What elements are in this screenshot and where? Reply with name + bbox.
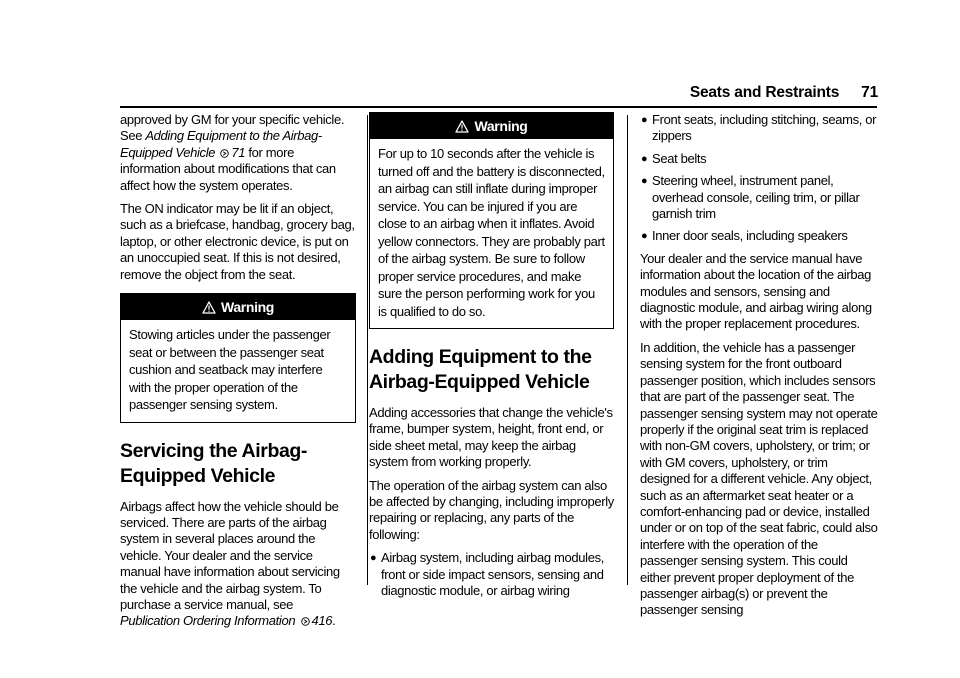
paragraph: The operation of the airbag system can also be affected by changing, including improperly repairing or replacing, any parts of the following: [369,477,614,542]
column-divider-left [367,115,368,585]
bullet-icon: ● [641,114,648,126]
list-item [640,151,878,167]
paragraph: Adding accessories that change the vehicle's frame, bumper system, height, front end, or side sheet metal, may keep the airbag system from working properly. [369,405,613,470]
warning-text: For up to 10 seconds after the vehicle is turned off and the battery is disconnected, an airbag can still inflate during improper service. You can be injured if you are close to an airbag when it inflates. Avoid yellow connectors. They are probably part of the airbag system. Be sure to follow proper service procedures, and make sure the person performing work for you is qualified to do so. [378,146,605,319]
bullet-list [369,550,614,599]
bullet-icon: ● [641,175,648,188]
bullet-icon: ● [641,152,648,165]
running-header [560,84,878,106]
list-item [640,173,878,222]
page-reference-arrow-icon [301,617,310,626]
list-item [369,550,614,599]
warning-title: Warning [474,117,528,134]
bullet-icon: ● [641,230,648,243]
list-item-text: Front seats, including stitching, seams, or zippers [652,112,877,144]
list-item [640,228,878,244]
paragraph [120,112,356,194]
list-item-text: Steering wheel, instrument panel, overhead console, ceiling trim, or pillar garnish trim [652,173,860,222]
warning-triangle-icon [455,120,469,133]
warning-header [370,113,613,139]
cross-reference-link[interactable]: Adding Equipment to the Airbag-Equipped Vehicle [120,128,322,160]
warning-header [121,294,355,320]
page-reference-arrow-icon [220,149,229,158]
column-1 [120,112,356,637]
list-item-text: Airbag system, including airbag modules, front or side impact sensors, sensing and diagnostic module, or airbag wiring [381,550,605,599]
column-3 [640,112,878,626]
section-heading: Servicing the Airbag-Equipped Vehicle [120,439,308,487]
paragraph-text: . [332,613,336,629]
list-item-text: Seat belts [652,150,707,166]
bullet-list [640,112,878,245]
paragraph: Your dealer and the service manual have information about the location of the airbag modules and sensors, sensing and diagnostic module, and airbag wiring along with the proper replacement procedures. [640,250,872,332]
warning-text: Stowing articles under the passenger seat or between the passenger seat cushion and seatback may interfere with the proper operation of the passenger sensing system. [129,327,331,413]
warning-box [120,293,356,423]
list-item [640,112,878,145]
section-title: Seats and Restraints [689,84,840,101]
page-reference[interactable]: 71 [231,144,246,160]
page-reference[interactable]: 416 [311,613,333,629]
list-item-text: Inner door seals, including speakers [652,228,848,244]
paragraph-text: approved by GM for your specific vehicle. See [120,112,345,144]
section-heading: Adding Equipment to the Airbag-Equipped Vehicle [369,346,592,393]
column-divider-right [627,115,628,585]
paragraph [120,499,356,630]
paragraph: The ON indicator may be lit if an object, such as a briefcase, handbag, grocery bag, laptop, or other electronic device, is put on an unoccupied seat. If this is not desired, remove the object from the seat. [120,201,355,282]
warning-triangle-icon [202,301,216,314]
page-number: 71 [861,84,878,101]
warning-box [369,112,614,329]
paragraph-text: Airbags affect how the vehicle should be serviced. There are parts of the airbag system in several places around the vehicle. Your dealer and the service manual have information about servicing the vehicle and the airbag system. To purchase a service manual, see [120,498,340,612]
warning-title: Warning [220,298,275,315]
bullet-icon: ● [370,552,377,565]
paragraph-text: for more information about modifications that can affect how the system operates. [120,144,336,193]
column-2 [369,112,614,605]
header-rule [120,106,877,108]
cross-reference-link[interactable]: Publication Ordering Information [120,613,296,629]
paragraph: In addition, the vehicle has a passenger sensing system for the front outboard passenger position, which includes sensors that are part of the passenger seat. The passenger sensing system may not operate properly if the original seat trim is replaced with non-GM covers, upholstery, or trim; or with GM covers, upholstery, or trim designed for a different vehicle. Any object, such as an aftermarket seat heater or a comfort-enhancing pad or device, installed under or on top of the seat fabric, could also interfere with the operation of the passenger sensing system. This could either prevent proper deployment of the passenger airbag(s) or prevent the passenger sensing [640,339,878,618]
